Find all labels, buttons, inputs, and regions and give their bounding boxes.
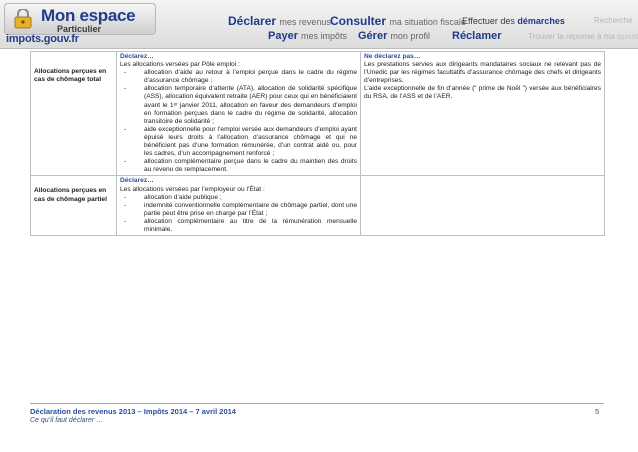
site-domain[interactable]: impots.gouv.fr [6,33,79,45]
nav-recherche[interactable]: Recherche [594,16,633,25]
nav-question-label: quest [617,32,638,41]
nav-reclamer[interactable]: Réclamer [452,30,502,42]
list-item: - allocation d’aide publique ; [120,194,357,202]
nav-payer[interactable] [268,30,347,42]
footer-title: Déclaration des revenus 2013 – Impôts 2014 – 7 avril 2014 [30,407,236,416]
declared-cell [117,176,361,236]
income-table [30,51,605,236]
row-label: Allocations perçues en cas de chômage total [31,52,117,176]
not-declared-cell-empty [361,176,605,236]
declared-list [120,194,357,234]
footer-subtitle: Ce qu’il faut déclarer … [30,417,104,424]
table-row [31,176,605,236]
nav-demarches-pre: Effectuer des [462,16,515,26]
list-item: - allocation temporaire d’attente (ATA), allocation de solidarité spécifique (ASS), allocation équivalent retraite (AER) pour ceux qui en bénéficiaient avant le 1ᵉʳ janvier 2011, allocation en faveur des demandeurs d’emploi en formation perçues dans le cadre du régime de solidarité, allocation transitoire de solidarité ; [120,85,357,125]
footer-divider [30,403,604,404]
padlock-icon [13,9,33,29]
declared-heading: Déclarez… [120,53,154,60]
nav-demarches-label: démarches [517,16,565,26]
nav-declarer-label: Déclarer [228,14,277,28]
declared-intro: Les allocations versées par Pôle emploi : [120,61,240,69]
list-item: - allocation d’aide au retour à l’emploi perçue dans le cadre du régime d’assurance chômage ; [120,69,357,85]
nav-consulter[interactable] [330,14,466,28]
declared-heading: Déclarez… [120,177,154,185]
list-item: - aide exceptionnelle pour l’emploi versée aux demandeurs d’emploi ayant épuisé leurs droits à l’allocation d’assurance chômage et qui ne bénéficient pas d’une formation rémunérée, d’un contrat aidé ou, pour les cadres, d’un accompagnement renforcé ; [120,126,357,158]
nav-gerer-sub: mon profil [390,31,430,41]
nav-trouver[interactable] [528,32,638,41]
declared-list [120,69,357,174]
declared-intro: Les allocations versées par l’employeur ou l’État : [120,185,265,193]
logo[interactable] [4,3,156,35]
page-number: 5 [595,407,600,416]
nav-payer-sub: mes impôts [301,31,348,41]
logo-title: Mon espace [41,6,136,25]
not-declared-heading: Ne déclarez pas… [364,53,421,60]
nav-declarer[interactable] [228,14,331,28]
list-item: - allocation complémentaire perçue dans le cadre du maintien des droits au revenu de remplacement. [120,158,357,174]
nav-gerer-label: Gérer [358,30,388,42]
row-label: Allocations perçues en cas de chômage partiel [31,176,117,236]
list-item: - allocation complémentaire au titre de la rémunération mensuelle minimale. [120,218,357,234]
list-item: - indemnité conventionnelle complémentaire de chômage partiel, dont une partie peut être prise en charge par l’État ; [120,202,357,218]
logo-subtitle: Particulier [57,24,102,34]
not-declared-cell [361,52,605,176]
nav-declarer-sub: mes revenus [279,17,331,27]
nav-consulter-sub: ma situation fiscale [389,17,466,27]
nav-gerer[interactable] [358,30,430,42]
not-declared-paragraph: Les prestations servies aux dirigeants mandataires sociaux ne relevant pas de l’Unedic par les régimes facultatifs d’assurance chômage des chefs et dirigeants d’entreprises. [364,61,601,85]
declared-cell [117,52,361,176]
not-declared-paragraph: L’aide exceptionnelle de fin d’année (“ prime de Noël ”) versée aux bénéficiaires du RSA, de l’ASS et de l’AER. [364,85,601,101]
site-header-banner [0,0,638,49]
table-row [31,52,605,176]
nav-demarches[interactable] [462,16,565,26]
nav-consulter-label: Consulter [330,14,387,28]
nav-payer-label: Payer [268,30,298,42]
nav-trouver-label: Trouver la réponse à ma [528,32,615,41]
